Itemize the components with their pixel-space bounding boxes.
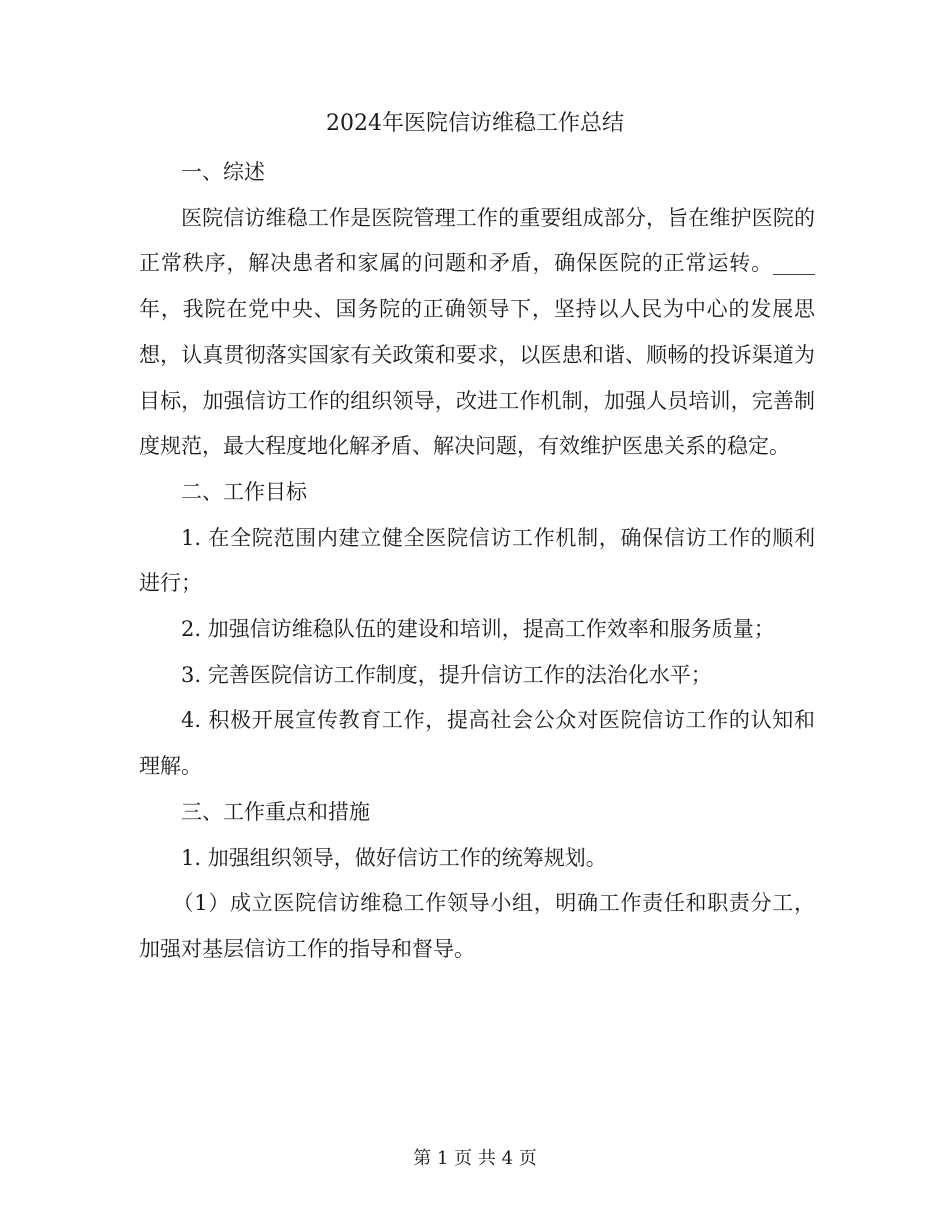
goal-item-2: 2. 加强信访维稳队伍的建设和培训，提高工作效率和服务质量； bbox=[181, 617, 775, 642]
section-heading-overview: 一、综述 bbox=[181, 160, 265, 184]
document-body bbox=[139, 150, 815, 973]
measure-item-1: 1. 加强组织领导，做好信访工作的统筹规划。 bbox=[181, 845, 607, 870]
goal-item-1: 1. 在全院范围内建立健全医院信访工作机制，确保信访工作的顺利进行； bbox=[139, 525, 815, 596]
document-title: 2024年医院信访维稳工作总结 bbox=[326, 111, 624, 136]
page-footer: 第 1 页 共 4 页 bbox=[413, 1148, 537, 1169]
section-heading-goals: 二、工作目标 bbox=[181, 479, 307, 504]
measure-subitem-1: （1）成立医院信访维稳工作领导小组，明确工作责任和职责分工，加强对基层信访工作的指导和督导。 bbox=[139, 891, 815, 961]
goal-item-3: 3. 完善医院信访工作制度，提升信访工作的法治化水平； bbox=[181, 662, 712, 687]
section-heading-measures: 三、工作重点和措施 bbox=[181, 799, 370, 824]
goal-item-4: 4. 积极开展宣传教育工作，提高社会公众对医院信访工作的认知和理解。 bbox=[139, 708, 815, 779]
paragraph-overview: 医院信访维稳工作是医院管理工作的重要组成部分，旨在维护医院的正常秩序，解决患者和家属的问题和矛盾，确保医院的正常运转。____年，我院在党中央、国务院的正确领导下，坚持以人民为中心的发展思想，认真贯彻落实国家有关政策和要求，以医患和谐、顺畅的投诉渠道为目标，加强信访工作的组织领导，改进工作机制，加强人员培训，完善制度规范，最大程度地化解矛盾、解决问题，有效维护医患关系的稳定。 bbox=[139, 205, 815, 459]
